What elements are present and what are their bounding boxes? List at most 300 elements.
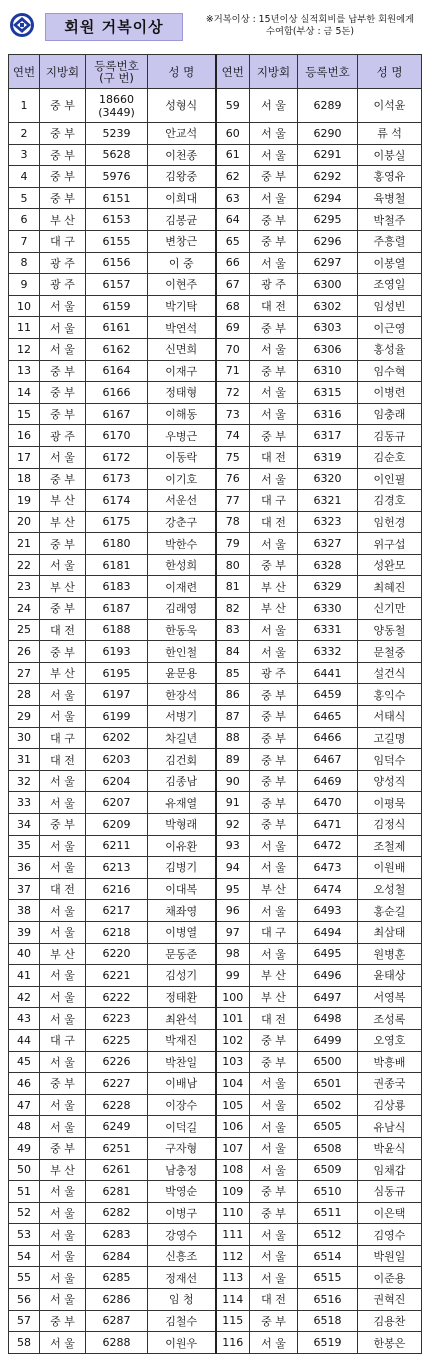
table-cell: 대 전 [250,295,298,317]
table-cell: 6290 [298,123,358,145]
table-cell: 26 [9,641,40,663]
table-cell: 이희대 [148,187,216,209]
table-cell: 70 [216,338,250,360]
table-cell: 중 부 [250,425,298,447]
table-cell: 조영일 [358,274,422,296]
table-cell: 변창근 [148,230,216,252]
table-cell: 이평묵 [358,792,422,814]
table-cell: 서 울 [40,1116,86,1138]
table-cell: 남충정 [148,1159,216,1181]
table-cell: 서 울 [40,446,86,468]
table-cell: 6288 [86,1332,148,1354]
table-row [9,576,422,598]
table-cell: 6209 [86,814,148,836]
table-cell: 이인필 [358,468,422,490]
table-cell: 2 [9,123,40,145]
table-cell: 6471 [298,814,358,836]
table-row [9,921,422,943]
table-cell: 6188 [86,619,148,641]
table-cell: 박재진 [148,1029,216,1051]
table-cell: 부 산 [40,490,86,512]
table-cell: 78 [216,511,250,533]
table-cell: 33 [9,792,40,814]
table-row [9,1073,422,1095]
table-cell: 6306 [298,338,358,360]
table-row [9,1137,422,1159]
table-cell: 중 부 [40,403,86,425]
table-cell: 오영호 [358,1029,422,1051]
table-cell: 6327 [298,533,358,555]
table-cell: 중 부 [250,360,298,382]
table-cell: 서 울 [40,1202,86,1224]
table-cell: 98 [216,943,250,965]
table-cell: 56 [9,1289,40,1311]
table-row [9,900,422,922]
table-cell: 6159 [86,295,148,317]
table-row [9,727,422,749]
table-cell: 이원우 [148,1332,216,1354]
table-cell: 서 울 [40,1051,86,1073]
table-cell: 서 울 [250,123,298,145]
table-cell: 62 [216,166,250,188]
table-cell: 84 [216,641,250,663]
table-cell: 서 울 [40,1267,86,1289]
table-cell: 88 [216,727,250,749]
table-cell: 이덕길 [148,1116,216,1138]
table-cell: 69 [216,317,250,339]
table-cell: 박연석 [148,317,216,339]
table-cell: 85 [216,662,250,684]
table-cell: 부 산 [250,598,298,620]
table-cell: 66 [216,252,250,274]
table-cell: 18 [9,468,40,490]
table-cell: 부 산 [40,662,86,684]
table-row [9,857,422,879]
table-cell: 23 [9,576,40,598]
table-cell: 6249 [86,1116,148,1138]
table-cell: 서 울 [250,835,298,857]
table-cell: 중 부 [250,1310,298,1332]
table-cell: 40 [9,943,40,965]
table-cell: 6511 [298,1202,358,1224]
column-header: 연번 [9,55,40,89]
table-cell: 부 산 [250,986,298,1008]
table-cell: 6285 [86,1267,148,1289]
table-cell: 중 부 [40,89,86,123]
table-cell: 6321 [298,490,358,512]
table-cell: 육병철 [358,187,422,209]
table-cell: 이천종 [148,144,216,166]
table-cell: 서 울 [40,554,86,576]
table-cell: 최삼태 [358,921,422,943]
table-cell: 김경호 [358,490,422,512]
table-cell: 이근영 [358,317,422,339]
table-cell: 서 울 [250,533,298,555]
table-cell: 홍성율 [358,338,422,360]
table-cell: 54 [9,1245,40,1267]
table-cell: 대 전 [40,619,86,641]
table-cell: 6251 [86,1137,148,1159]
column-header: 지방회 [250,55,298,89]
table-cell: 김종남 [148,770,216,792]
table-cell: 6519 [298,1332,358,1354]
table-cell: 중 부 [40,598,86,620]
table-cell: 6193 [86,641,148,663]
table-cell: 서 울 [40,317,86,339]
table-row [9,1224,422,1246]
table-row [9,1159,422,1181]
table-row [9,1289,422,1311]
table-cell: 14 [9,382,40,404]
table-cell: 6467 [298,749,358,771]
table-cell: 102 [216,1029,250,1051]
table-cell: 6323 [298,511,358,533]
table-cell: 임수혁 [358,360,422,382]
table-cell: 이장수 [148,1094,216,1116]
table-cell: 103 [216,1051,250,1073]
table-cell: 김병기 [148,857,216,879]
table-cell: 이해동 [148,403,216,425]
table-cell: 부 산 [250,878,298,900]
table-cell: 한성희 [148,554,216,576]
table-cell: 42 [9,986,40,1008]
table-cell: 대 구 [40,727,86,749]
table-cell: 중 부 [40,1310,86,1332]
table-cell: 6225 [86,1029,148,1051]
table-cell: 5239 [86,123,148,145]
table-cell: 이석윤 [358,89,422,123]
table-cell: 6515 [298,1267,358,1289]
table-cell: 101 [216,1008,250,1030]
table-cell: 6500 [298,1051,358,1073]
table-cell: 6157 [86,274,148,296]
table-cell: 조성록 [358,1008,422,1030]
table-cell: 5 [9,187,40,209]
table-cell: 53 [9,1224,40,1246]
table-cell: 6197 [86,684,148,706]
table-cell: 대 전 [250,1008,298,1030]
table-cell: 107 [216,1137,250,1159]
table-cell: 6469 [298,770,358,792]
table-cell: 111 [216,1224,250,1246]
table-row [9,295,422,317]
table-cell: 94 [216,857,250,879]
table-row [9,490,422,512]
table-cell: 김용찬 [358,1310,422,1332]
table-cell: 6183 [86,576,148,598]
association-emblem-icon [9,12,35,38]
table-cell: 104 [216,1073,250,1095]
table-cell: 서 울 [40,857,86,879]
table-cell: 57 [9,1310,40,1332]
table-cell: 대 구 [40,230,86,252]
table-cell: 대 전 [250,446,298,468]
table-cell: 6497 [298,986,358,1008]
table-cell: 서 울 [250,187,298,209]
table-cell: 109 [216,1181,250,1203]
table-cell: 서 울 [250,1073,298,1095]
table-cell: 서 울 [40,921,86,943]
table-cell: 신기만 [358,598,422,620]
column-header: 연번 [216,55,250,89]
table-cell: 6310 [298,360,358,382]
table-cell: 19 [9,490,40,512]
page-title: 회원 거복이상 [45,13,183,41]
table-cell: 95 [216,878,250,900]
table-cell: 21 [9,533,40,555]
table-cell: 6493 [298,900,358,922]
table-cell: 113 [216,1267,250,1289]
table-cell: 6207 [86,792,148,814]
table-cell: 서 울 [250,857,298,879]
table-cell: 홍익수 [358,684,422,706]
table-cell: 이 중 [148,252,216,274]
table-cell: 9 [9,274,40,296]
table-cell: 성완모 [358,554,422,576]
table-cell: 이병련 [358,382,422,404]
table-cell: 6221 [86,965,148,987]
table-cell: 부 산 [40,511,86,533]
table-cell: 이준용 [358,1267,422,1289]
table-cell: 한동욱 [148,619,216,641]
table-cell: 100 [216,986,250,1008]
table-cell: 중 부 [40,814,86,836]
table-cell: 중 부 [250,209,298,231]
table-cell: 8 [9,252,40,274]
table-cell: 김동규 [358,425,422,447]
table-cell: 6161 [86,317,148,339]
table-cell: 6180 [86,533,148,555]
table-row [9,835,422,857]
table-cell: 광 주 [40,425,86,447]
table-cell: 6473 [298,857,358,879]
table-cell: 이원배 [358,857,422,879]
table-cell: 서 울 [250,252,298,274]
table-cell: 13 [9,360,40,382]
table-cell: 광 주 [250,662,298,684]
table-cell: 중 부 [250,166,298,188]
table-cell: 문동준 [148,943,216,965]
table-cell: 96 [216,900,250,922]
table-cell: 고길명 [358,727,422,749]
table-row [9,662,422,684]
table-cell: 서 울 [250,943,298,965]
table-cell: 6170 [86,425,148,447]
table-cell: 73 [216,403,250,425]
table-cell: 105 [216,1094,250,1116]
table-cell: 김건회 [148,749,216,771]
table-cell: 6516 [298,1289,358,1311]
table-cell: 6211 [86,835,148,857]
table-row [9,425,422,447]
table-cell: 서 울 [40,835,86,857]
table-cell: 6153 [86,209,148,231]
table-cell: 30 [9,727,40,749]
table-cell: 81 [216,576,250,598]
table-cell: 서 울 [250,1245,298,1267]
table-body [9,89,422,1354]
table-row [9,89,422,123]
table-cell: 115 [216,1310,250,1332]
table-cell: 6187 [86,598,148,620]
table-cell: 서 울 [40,1181,86,1203]
table-cell: 김왕중 [148,166,216,188]
table-cell: 중 부 [250,814,298,836]
table-cell: 서 울 [40,295,86,317]
table-cell: 67 [216,274,250,296]
table-cell: 이재구 [148,360,216,382]
table-cell: 중 부 [250,1029,298,1051]
table-cell: 이봉열 [358,252,422,274]
table-cell: 4 [9,166,40,188]
table-row [9,943,422,965]
table-cell: 한봉은 [358,1332,422,1354]
table-cell: 51 [9,1181,40,1203]
table-cell: 중 부 [250,230,298,252]
table-cell: 6289 [298,89,358,123]
table-cell: 서 울 [250,641,298,663]
table-cell: 61 [216,144,250,166]
table-cell: 서 울 [40,1008,86,1030]
table-cell: 서 울 [40,706,86,728]
table-cell: 6283 [86,1224,148,1246]
table-cell: 6291 [298,144,358,166]
table-cell: 주흥렬 [358,230,422,252]
table-cell: 6155 [86,230,148,252]
table-cell: 6166 [86,382,148,404]
table-cell: 90 [216,770,250,792]
table-cell: 68 [216,295,250,317]
table-cell: 38 [9,900,40,922]
column-header: 지방회 [40,55,86,89]
table-cell: 정재선 [148,1267,216,1289]
table-cell: 6328 [298,554,358,576]
table-cell: 6216 [86,878,148,900]
table-cell: 심동규 [358,1181,422,1203]
table-row [9,814,422,836]
table-cell: 이동락 [148,446,216,468]
table-cell: 11 [9,317,40,339]
table-cell: 92 [216,814,250,836]
table-row [9,598,422,620]
table-cell: 71 [216,360,250,382]
table-cell: 6227 [86,1073,148,1095]
table-cell: 서 울 [40,1245,86,1267]
table-cell: 권종국 [358,1073,422,1095]
table-cell: 이배남 [148,1073,216,1095]
table-cell: 6512 [298,1224,358,1246]
table-row [9,1029,422,1051]
table-cell: 6228 [86,1094,148,1116]
table-cell: 6315 [298,382,358,404]
table-row [9,317,422,339]
table-cell: 89 [216,749,250,771]
table-cell: 중 부 [250,1051,298,1073]
table-cell: 서 울 [250,1137,298,1159]
table-row [9,986,422,1008]
table-cell: 52 [9,1202,40,1224]
table-row [9,382,422,404]
table-cell: 강영수 [148,1224,216,1246]
table-row [9,533,422,555]
table-cell: 서 울 [250,89,298,123]
table-cell: 서 울 [40,965,86,987]
table-cell: 6465 [298,706,358,728]
table-cell: 6292 [298,166,358,188]
table-cell: 임충래 [358,403,422,425]
table-cell: 6199 [86,706,148,728]
table-row [9,1181,422,1203]
table-row [9,965,422,987]
table-cell: 75 [216,446,250,468]
table-cell: 6297 [298,252,358,274]
table-cell: 이병열 [148,921,216,943]
table-cell: 6331 [298,619,358,641]
table-cell: 서 울 [40,338,86,360]
table-cell: 서 울 [250,1267,298,1289]
table-cell: 서태식 [358,706,422,728]
table-cell: 서 울 [40,1224,86,1246]
table-cell: 서 울 [40,900,86,922]
table-row [9,252,422,274]
table-cell: 6282 [86,1202,148,1224]
table-cell: 108 [216,1159,250,1181]
table-cell: 6501 [298,1073,358,1095]
table-cell: 중 부 [40,360,86,382]
table-cell: 부 산 [250,576,298,598]
table-cell: 박한수 [148,533,216,555]
table-cell: 36 [9,857,40,879]
table-cell: 60 [216,123,250,145]
table-cell: 이붕실 [358,144,422,166]
table-cell: 서병기 [148,706,216,728]
table-cell: 이대복 [148,878,216,900]
table-cell: 6319 [298,446,358,468]
table-cell: 서 울 [40,770,86,792]
table-cell: 18660 (3449) [86,89,148,123]
table-cell: 72 [216,382,250,404]
table-cell: 중 부 [250,684,298,706]
table-cell: 서 울 [250,900,298,922]
table-cell: 6494 [298,921,358,943]
table-row [9,1267,422,1289]
table-cell: 24 [9,598,40,620]
table-cell: 서 울 [40,792,86,814]
table-row [9,230,422,252]
table-cell: 임덕수 [358,749,422,771]
table-cell: 6330 [298,598,358,620]
table-cell: 6296 [298,230,358,252]
table-cell: 59 [216,89,250,123]
table-cell: 위구섭 [358,533,422,555]
table-cell: 34 [9,814,40,836]
table-cell: 6 [9,209,40,231]
table-cell: 6156 [86,252,148,274]
table-cell: 김래영 [148,598,216,620]
table-cell: 6496 [298,965,358,987]
table-cell: 서 울 [250,382,298,404]
table-cell: 6181 [86,554,148,576]
table-cell: 유남식 [358,1116,422,1138]
table-cell: 91 [216,792,250,814]
table-row [9,1051,422,1073]
table-cell: 임채갑 [358,1159,422,1181]
table-cell: 48 [9,1116,40,1138]
table-cell: 김순호 [358,446,422,468]
table-row [9,554,422,576]
table-cell: 서 울 [40,986,86,1008]
table-cell: 광 주 [250,274,298,296]
